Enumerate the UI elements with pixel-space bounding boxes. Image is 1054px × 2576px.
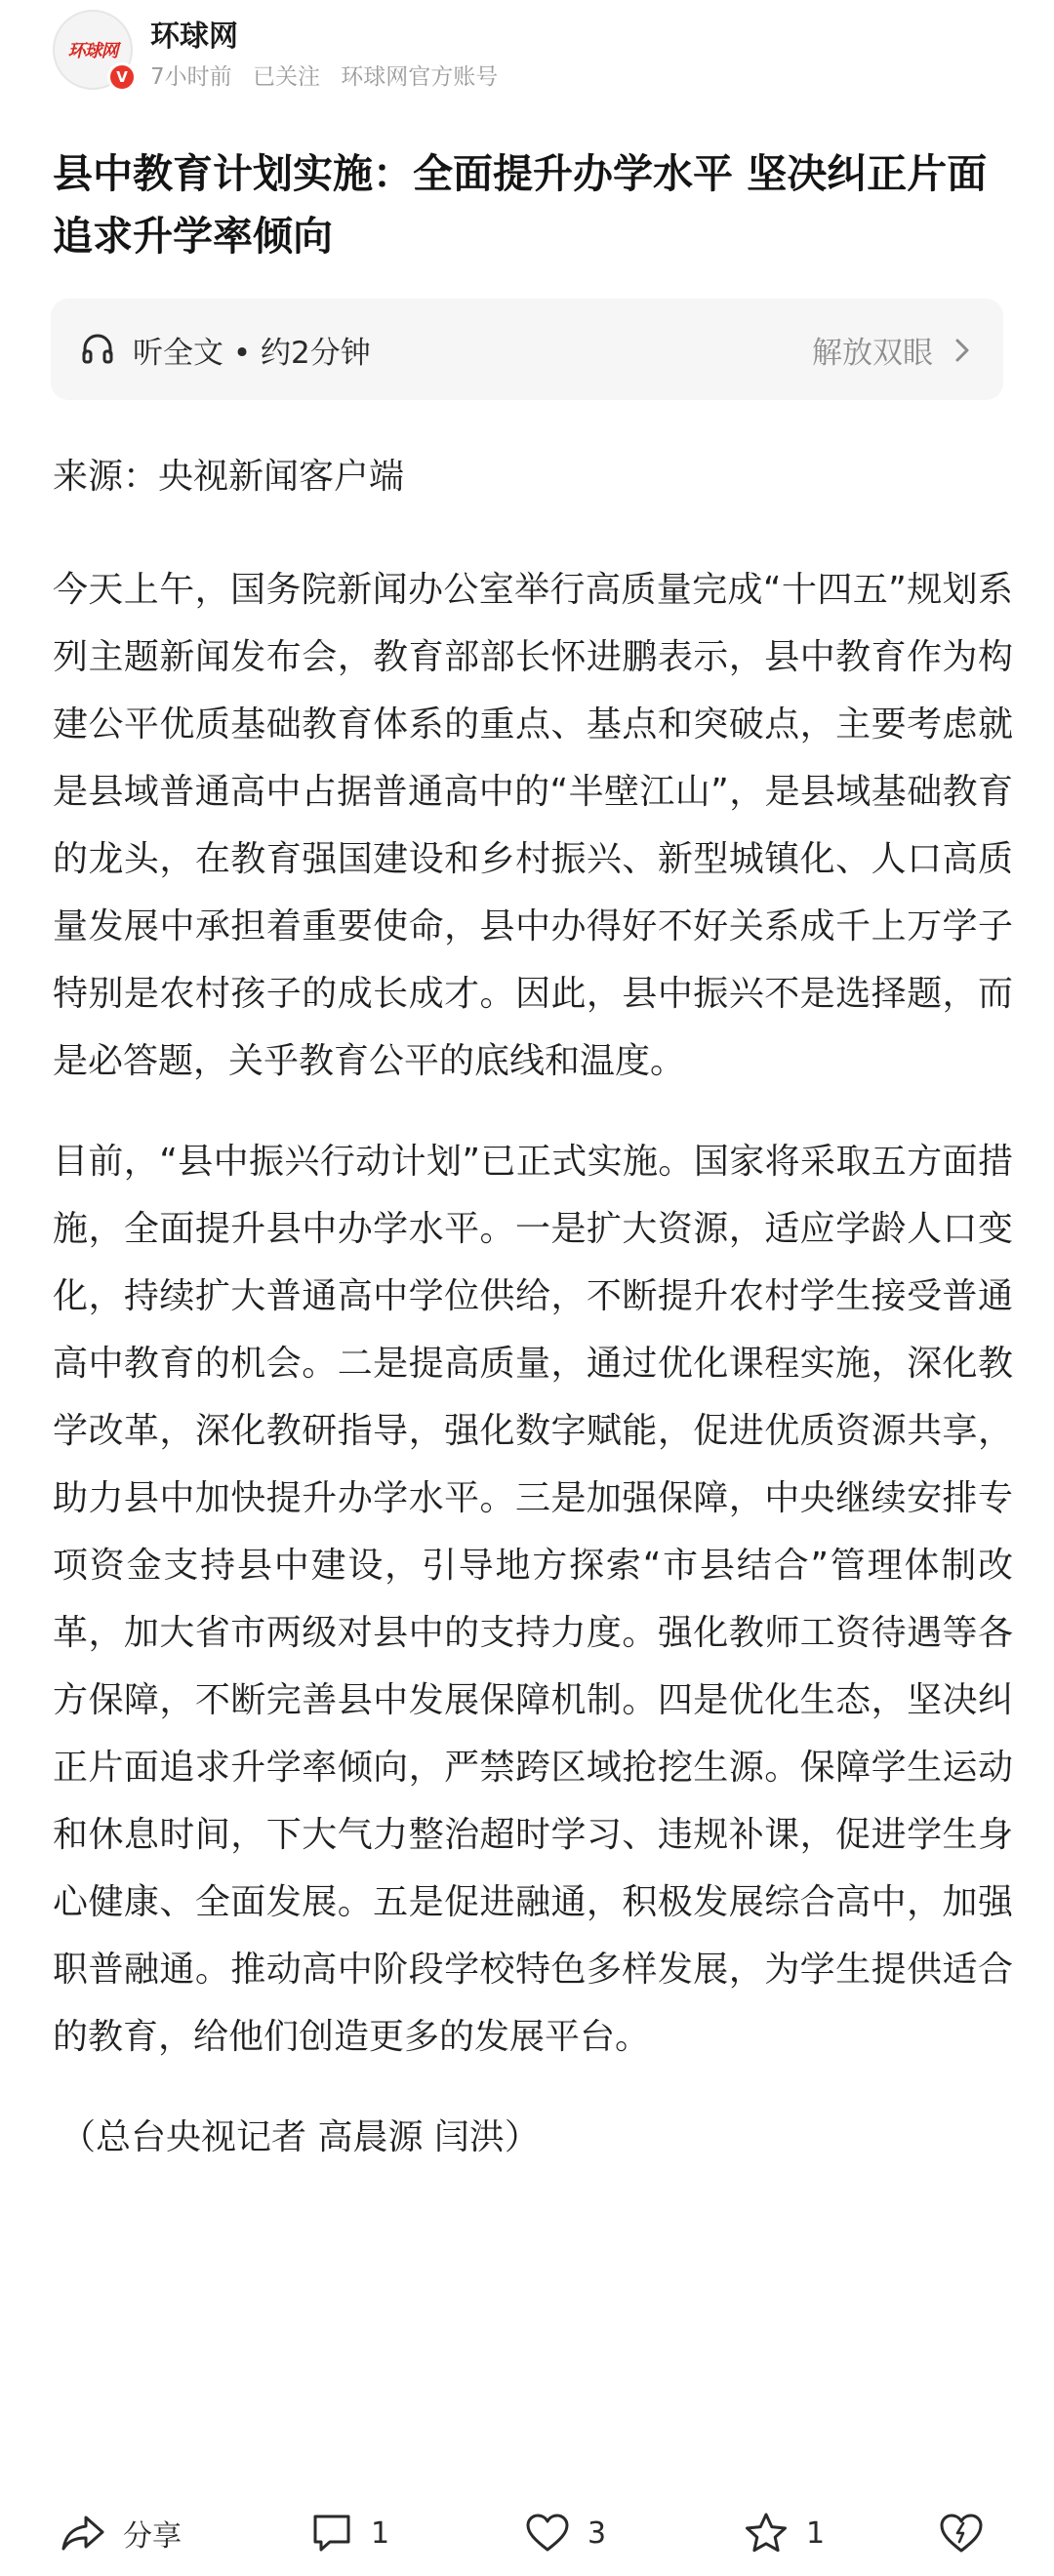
- chevron-right-icon: [953, 336, 972, 365]
- headphone-icon: [80, 332, 115, 367]
- avatar[interactable]: [53, 10, 133, 90]
- listen-bar[interactable]: [51, 299, 1003, 400]
- author-header: [0, 0, 1054, 107]
- heart-lightning-icon: [939, 2512, 984, 2555]
- author-meta: [150, 59, 511, 91]
- listen-label: 听全文 • 约2分钟: [133, 336, 371, 371]
- verified-badge: V: [107, 62, 137, 92]
- heart-icon: [525, 2513, 570, 2554]
- author-name[interactable]: 环球网: [150, 20, 238, 54]
- comment-count: 1: [371, 2516, 390, 2551]
- article-paragraph: 今天上午，国务院新闻办公室举行高质量完成“十四五”规划系列主题新闻发布会，教育部部长怀进鹏表示，县中教育作为构建公平优质基础教育体系的重点、基点和突破点，主要考虑就是县域普通高中占据普通高中的“半壁江山”，是县域基础教育的龙头，在教育强国建设和乡村振兴、新型城镇化、人口高质量发展中承担着重要使命，县中办得好不好关系成千上万学子特别是农村孩子的成长成才。因此，县中振兴不是选择题，而是必答题，关乎教育公平的底线和温度。: [53, 570, 1013, 1081]
- article-source: 来源：央视新闻客户端: [53, 457, 405, 497]
- account-label: 环球网官方账号: [341, 64, 499, 90]
- star-icon: [744, 2512, 789, 2555]
- comment-button[interactable]: [310, 2506, 389, 2560]
- avatar-logo: 环球网: [67, 41, 118, 61]
- favorite-count: 1: [806, 2516, 826, 2551]
- share-button[interactable]: [61, 2506, 182, 2560]
- favorite-button[interactable]: [744, 2506, 825, 2560]
- share-label: 分享: [123, 2519, 182, 2554]
- article-byline: （总台央视记者 高晨源 闫洪）: [61, 2117, 540, 2157]
- publish-time: 7小时前: [150, 64, 232, 90]
- free-eyes-label[interactable]: 解放双眼: [812, 336, 933, 371]
- article-paragraph: 目前，“县中振兴行动计划”已正式实施。国家将采取五方面措施，全面提升县中办学水平。一是扩大资源，适应学龄人口变化，持续扩大普通高中学位供给，不断提升农村学生接受普通高中教育的机会。二是提高质量，通过优化课程实施，深化教学改革，深化教研指导，强化数字赋能，促进优质资源共享，助力县中加快提升办学水平。三是加强保障，中央继续安排专项资金支持县中建设，引导地方探索“市县结合”管理体制改革，加大省市两级对县中的支持力度。强化教师工资待遇等各方保障，不断完善县中发展保障机制。四是优化生态，坚决纠正片面追求升学率倾向，严禁跨区域抢挖生源。保障学生运动和休息时间，下大气力整治超时学习、违规补课，促进学生身心健康、全面发展。五是促进融通，积极发展综合高中，加强职普融通。推动高中阶段学校特色多样发展，为学生提供适合的教育，给他们创造更多的发展平台。: [53, 1142, 1013, 2057]
- more-button[interactable]: [939, 2506, 984, 2560]
- comment-icon: [310, 2513, 353, 2554]
- like-button[interactable]: [525, 2506, 606, 2560]
- follow-status[interactable]: 已关注: [252, 64, 320, 90]
- article-title: 县中教育计划实施：全面提升办学水平 坚决纠正片面追求升学率倾向: [53, 150, 988, 260]
- action-bar: [0, 2494, 1054, 2576]
- article-body: [53, 443, 1013, 2172]
- share-icon: [61, 2514, 105, 2553]
- like-count: 3: [588, 2516, 607, 2551]
